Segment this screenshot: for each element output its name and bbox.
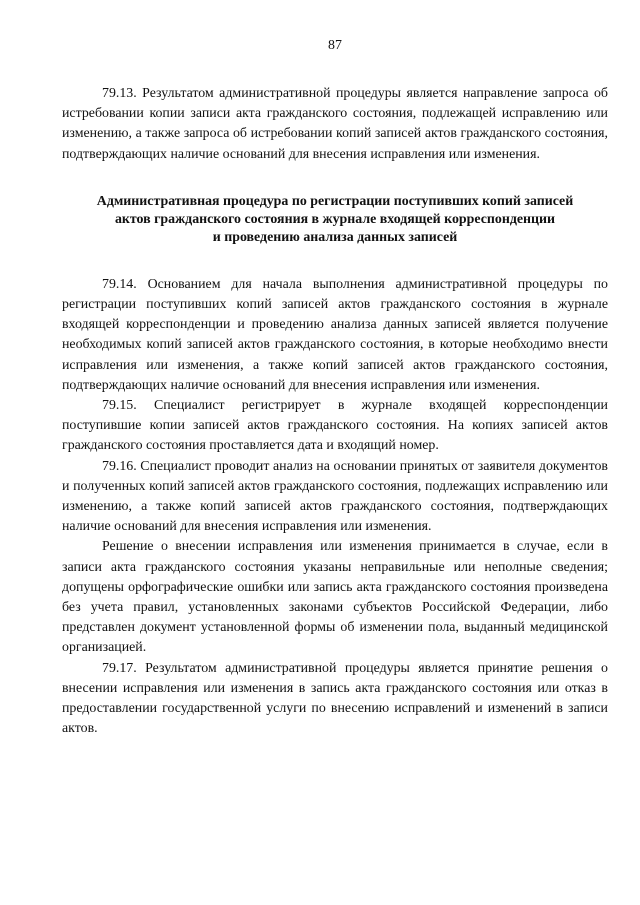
paragraph-79-16: 79.16. Специалист проводит анализ на основании принятых от заявителя документов и полученных копий записей актов гражданского состояния, подлежащих исправлению или изменению, а также копий записей актов гражданского состояния, подтверждающих наличие оснований для внесения исправления или изменения. <box>62 458 608 535</box>
heading-line-1: Административная процедура по регистрации поступивших копий записей <box>96 193 574 209</box>
heading-line-3: и проведению анализа данных записей <box>212 229 458 245</box>
paragraph-decision: Решение о внесении исправления или изменения принимается в случае, если в записи акта гражданского состояния указаны неправильные или неполные сведения; допущены орфографические ошибки или запись акта гражданского состояния произведена без учета правил, установленных законами субъектов Российской Федерации, либо представлен документ установленной формы об изменении пола, выданный медицинской организацией. <box>62 539 608 656</box>
paragraph-79-13: 79.13. Результатом административной процедуры является направление запроса об истребовании копии записи акта гражданского состояния, подлежащей исправлению или изменению, а также запроса об истребовании копий записей актов гражданского состояния, подтверждающих наличие оснований для внесения исправления или изменения. <box>62 86 608 162</box>
paragraph-79-17: 79.17. Результатом административной процедуры является принятие решения о внесении исправления или изменения в запись акта гражданского состояния или отказ в предоставлении государственной услуги по внесению исправлений и изменений в записи актов. <box>62 660 608 737</box>
heading-line-2: актов гражданского состояния в журнале входящей корреспонденции <box>114 211 556 227</box>
paragraph-79-15: 79.15. Специалист регистрирует в журнале входящей корреспонденции поступившие копии записей актов гражданского состояния. На копиях записей актов гражданского состояния проставляется дата и входящий номер. <box>62 398 608 454</box>
paragraph-79-14: 79.14. Основанием для начала выполнения административной процедуры по регистрации поступивших копий записей актов гражданского состояния в журнале входящей корреспонденции и проведению анализа данных записей является получение необходимых копий записей актов гражданского состояния, в которые необходимо внести исправления или изменения, а также копий записей актов гражданского состояния, подтверждающих наличие оснований для внесения исправления или изменения. <box>62 276 608 393</box>
page-number: 87 <box>328 38 342 53</box>
section-heading <box>62 193 608 247</box>
